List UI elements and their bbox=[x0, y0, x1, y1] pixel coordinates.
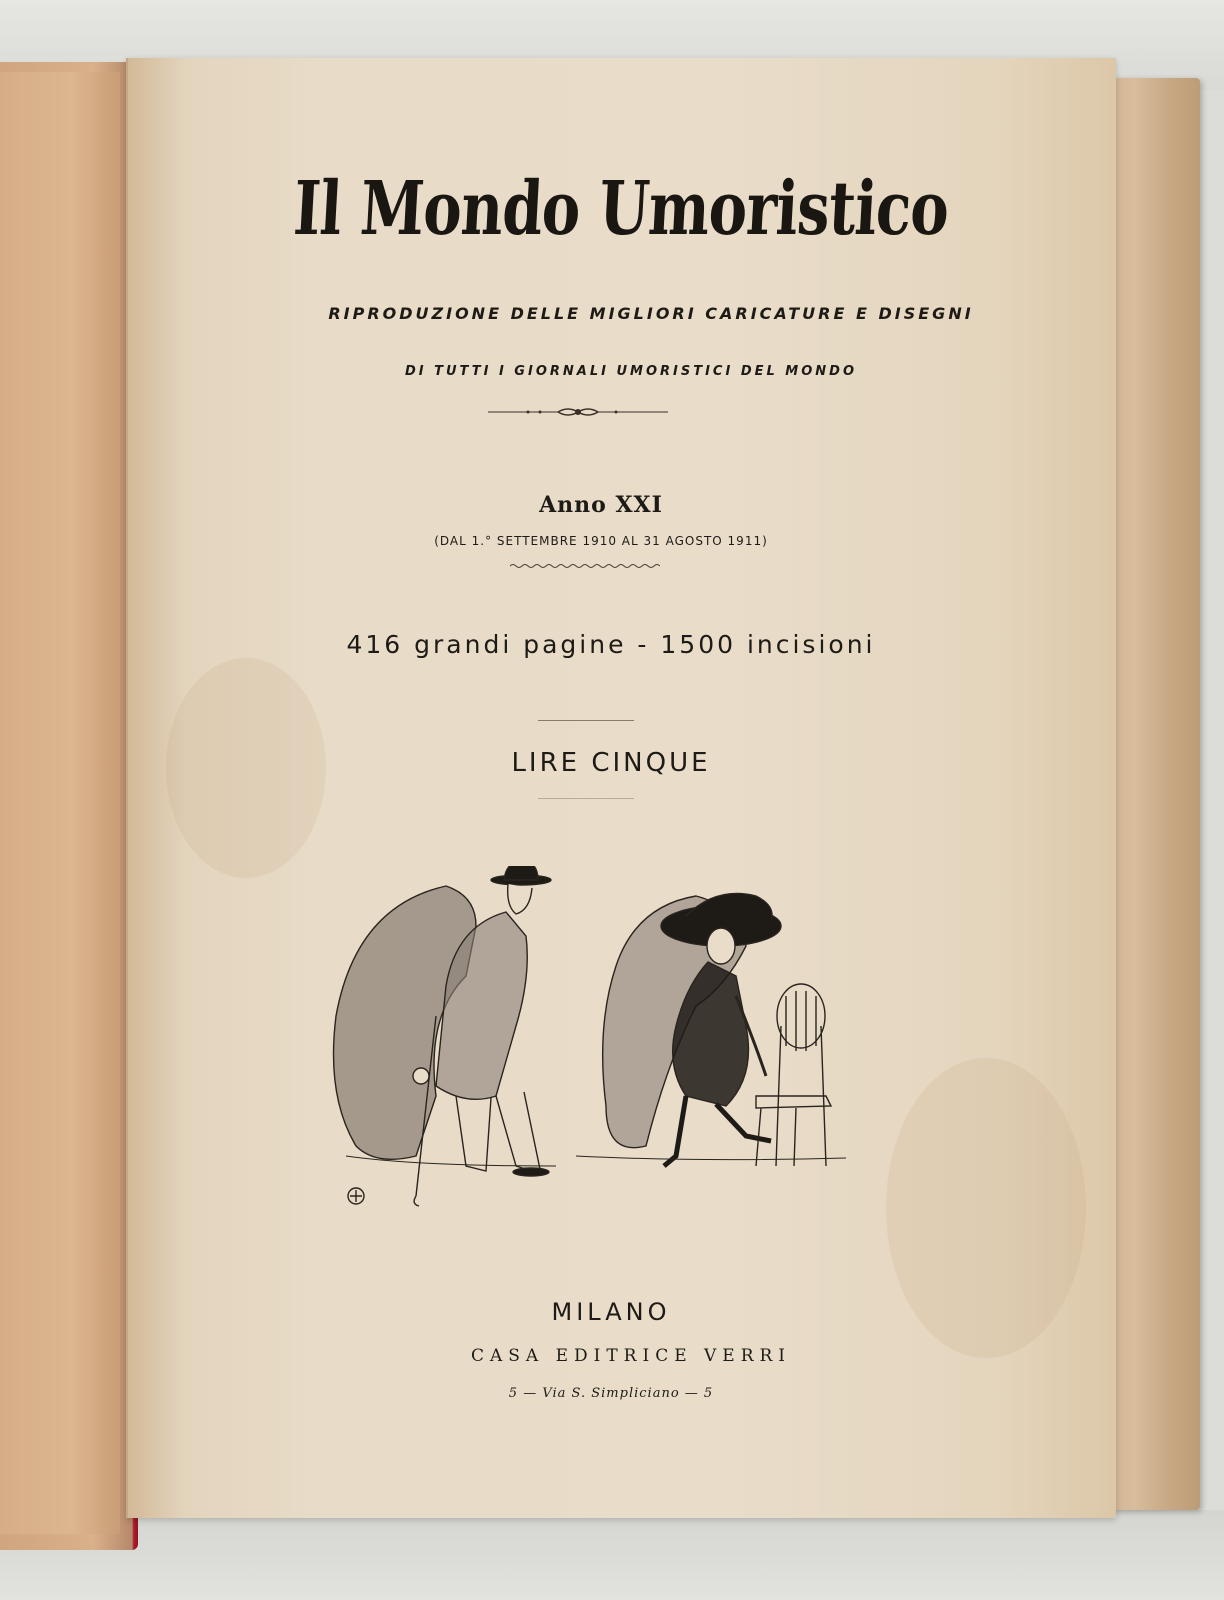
document-title: Il Mondo Umoristico bbox=[291, 166, 951, 252]
title-page bbox=[126, 58, 1116, 1518]
left-page bbox=[0, 72, 120, 1534]
caricature-illustration bbox=[316, 866, 876, 1266]
publisher: CASA EDITRICE VERRI bbox=[470, 1346, 792, 1366]
date-range: (DAL 1.° SETTEMBRE 1910 AL 31 AGOSTO 1911) bbox=[434, 534, 768, 548]
squiggle-divider bbox=[510, 562, 660, 570]
price: LIRE CINQUE bbox=[511, 748, 711, 778]
short-rule bbox=[538, 720, 634, 721]
background-bottom bbox=[0, 1510, 1224, 1600]
page-count: 416 grandi pagine - 1500 incisioni bbox=[346, 630, 876, 659]
short-rule bbox=[538, 798, 634, 799]
ornament-divider bbox=[488, 404, 668, 420]
subtitle-line-2: DI TUTTI I GIORNALI UMORISTICI DEL MONDO bbox=[404, 364, 858, 379]
publisher-address: 5 — Via S. Simpliciano — 5 bbox=[508, 1386, 714, 1401]
volume-year: Anno XXI bbox=[539, 492, 663, 518]
city: MILANO bbox=[551, 1298, 671, 1326]
subtitle-line-1: RIPRODUZIONE DELLE MIGLIORI CARICATURE E DISEGNI bbox=[328, 304, 974, 323]
